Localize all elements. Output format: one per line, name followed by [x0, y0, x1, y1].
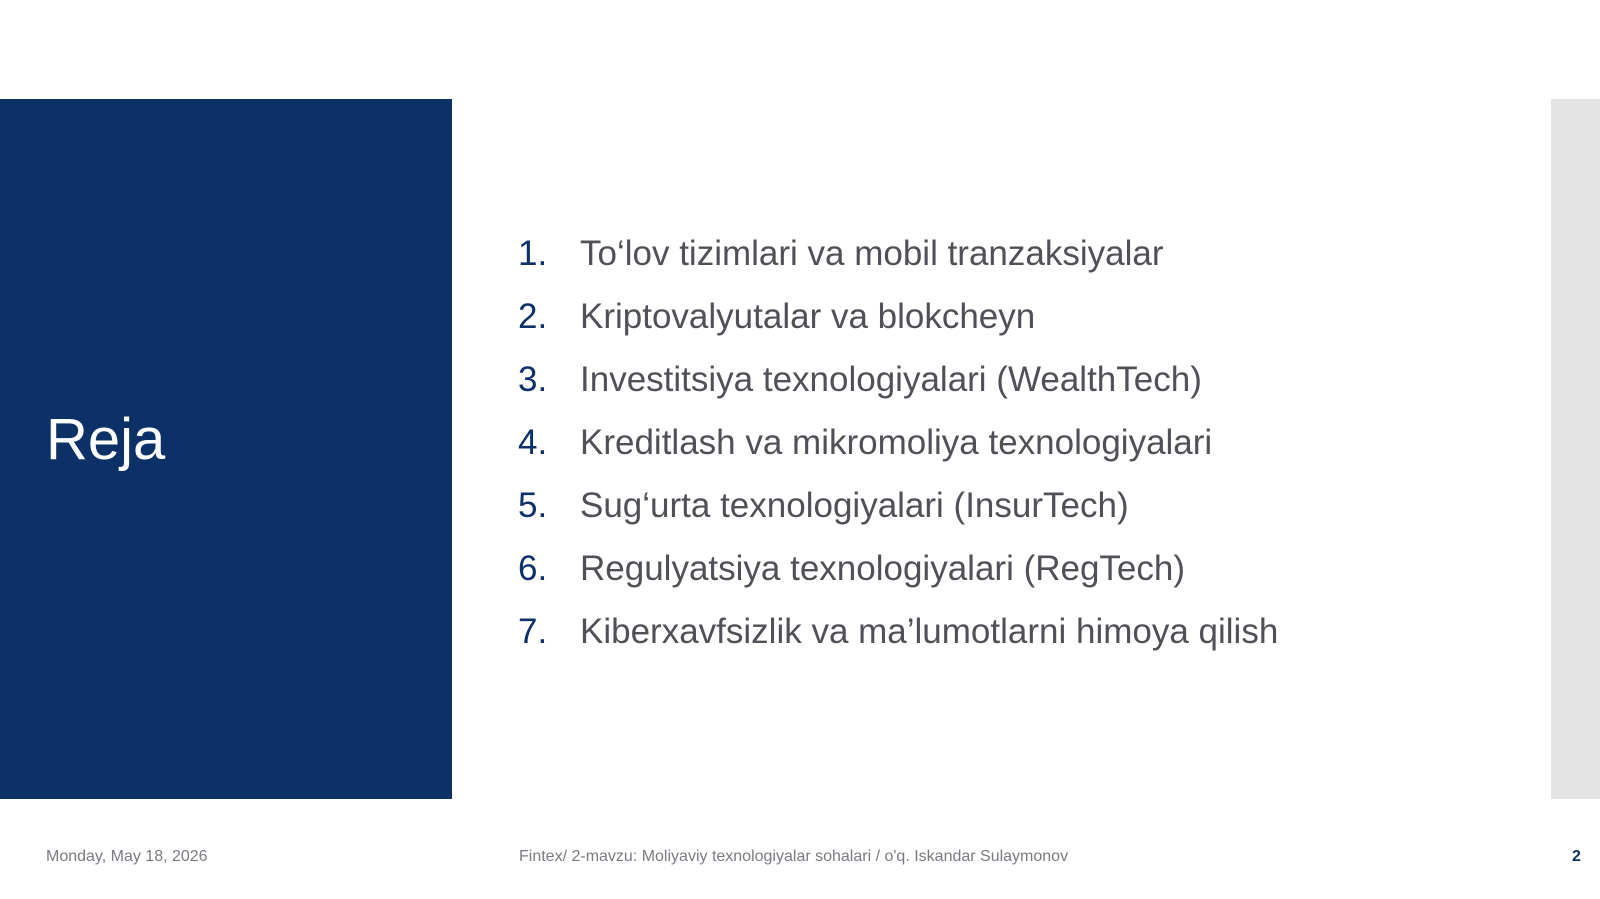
agenda-item-text: Kiberxavfsizlik va ma’lumotlarni himoya qilish [580, 612, 1279, 651]
agenda-item-number: 5. [518, 486, 548, 525]
footer-date: Monday, May 18, 2026 [46, 848, 208, 865]
agenda-item-text: Kriptovalyutalar va blokcheyn [580, 297, 1036, 336]
footer-course-info: Fintex/ 2-mavzu: Moliyaviy texnologiyalar sohalari / o'q. Iskandar Sulaymonov [519, 848, 1069, 865]
agenda-item-text: Regulyatsiya texnologiyalari (RegTech) [580, 549, 1186, 588]
agenda-item-text: Sug‘urta texnologiyalari (InsurTech) [580, 486, 1129, 525]
agenda-item-number: 1. [518, 234, 548, 273]
agenda-item-number: 3. [518, 360, 548, 399]
agenda-item-text: Investitsiya texnologiyalari (WealthTech) [580, 360, 1202, 399]
agenda-item-number: 4. [518, 423, 548, 462]
agenda-item [518, 423, 1278, 486]
right-accent-bar [1551, 99, 1600, 799]
agenda-item-number: 6. [518, 549, 548, 588]
agenda-item [518, 486, 1278, 549]
slide-title: Reja [46, 407, 166, 472]
agenda-item-number: 2. [518, 297, 548, 336]
agenda-item [518, 297, 1278, 360]
agenda-item [518, 549, 1278, 612]
agenda-item-number: 7. [518, 612, 548, 651]
agenda-list [518, 234, 1278, 675]
agenda-item [518, 612, 1278, 675]
agenda-item [518, 234, 1278, 297]
agenda-item-text: To‘lov tizimlari va mobil tranzaksiyalar [580, 234, 1164, 273]
slide-number: 2 [1572, 848, 1581, 865]
agenda-item [518, 360, 1278, 423]
agenda-item-text: Kreditlash va mikromoliya texnologiyalari [580, 423, 1213, 462]
